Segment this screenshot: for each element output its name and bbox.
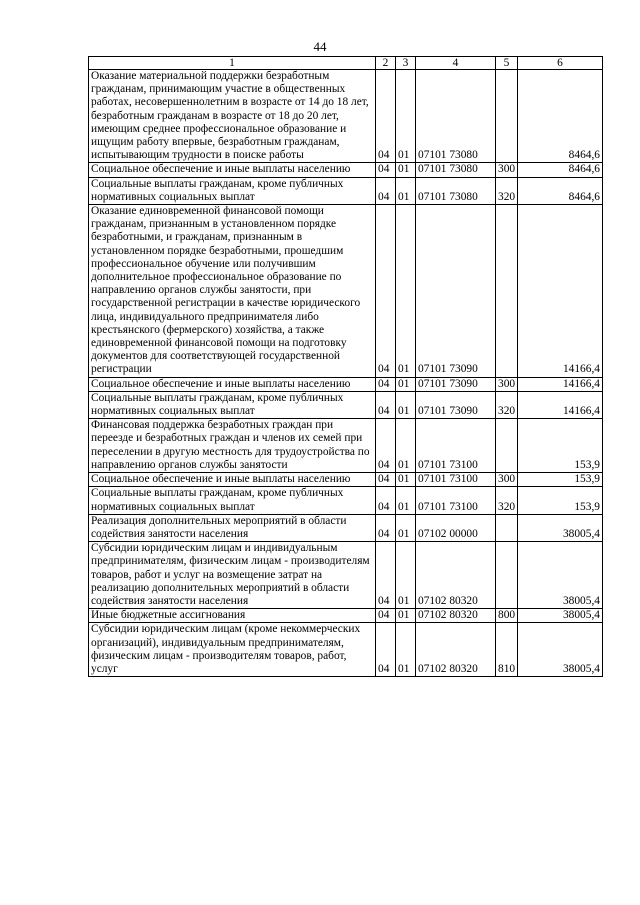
header-row	[89, 57, 603, 70]
budget-table	[88, 56, 603, 677]
subsection-cell: 01	[396, 419, 416, 473]
target-article-cell: 07101 73090	[416, 377, 496, 391]
description-cell: Социальные выплаты гражданам, кроме публичных нормативных социальных выплат	[89, 177, 376, 204]
amount-cell: 153,9	[518, 473, 603, 487]
target-article-cell: 07101 73090	[416, 391, 496, 418]
subsection-cell: 01	[396, 205, 416, 378]
expense-type-cell: 800	[496, 609, 518, 623]
description-cell: Финансовая поддержка безработных граждан при переезде и безработных граждан и членов их семей при переселении в другую местность для трудоустройства по направлению органов службы занятости	[89, 419, 376, 473]
expense-type-cell: 320	[496, 391, 518, 418]
expense-type-cell: 320	[496, 487, 518, 514]
amount-cell: 14166,4	[518, 377, 603, 391]
column-header-3: 3	[396, 57, 416, 70]
subsection-cell: 01	[396, 623, 416, 677]
section-cell: 04	[376, 377, 396, 391]
table-row	[89, 514, 603, 541]
amount-cell: 14166,4	[518, 391, 603, 418]
amount-cell: 8464,6	[518, 163, 603, 177]
column-header-6: 6	[518, 57, 603, 70]
description-cell: Иные бюджетные ассигнования	[89, 609, 376, 623]
subsection-cell: 01	[396, 514, 416, 541]
expense-type-cell: 810	[496, 623, 518, 677]
column-header-1: 1	[89, 57, 376, 70]
target-article-cell: 07101 73080	[416, 163, 496, 177]
expense-type-cell: 300	[496, 473, 518, 487]
subsection-cell: 01	[396, 473, 416, 487]
expense-type-cell: 320	[496, 177, 518, 204]
subsection-cell: 01	[396, 70, 416, 163]
table-row	[89, 473, 603, 487]
target-article-cell: 07102 00000	[416, 514, 496, 541]
expense-type-cell: 300	[496, 163, 518, 177]
table-row	[89, 205, 603, 378]
description-cell: Социальные выплаты гражданам, кроме публичных нормативных социальных выплат	[89, 391, 376, 418]
expense-type-cell: 300	[496, 377, 518, 391]
amount-cell: 38005,4	[518, 623, 603, 677]
table-row	[89, 163, 603, 177]
subsection-cell: 01	[396, 177, 416, 204]
target-article-cell: 07101 73100	[416, 419, 496, 473]
expense-type-cell	[496, 419, 518, 473]
description-cell: Социальное обеспечение и иные выплаты населению	[89, 377, 376, 391]
description-cell: Социальные выплаты гражданам, кроме публичных нормативных социальных выплат	[89, 487, 376, 514]
target-article-cell: 07101 73100	[416, 487, 496, 514]
section-cell: 04	[376, 163, 396, 177]
column-header-4: 4	[416, 57, 496, 70]
target-article-cell: 07101 73100	[416, 473, 496, 487]
amount-cell: 38005,4	[518, 514, 603, 541]
description-cell: Субсидии юридическим лицам (кроме некоммерческих организаций), индивидуальным предпринимателям, физическим лицам - производителям товаров, работ, услуг	[89, 623, 376, 677]
target-article-cell: 07102 80320	[416, 542, 496, 609]
subsection-cell: 01	[396, 609, 416, 623]
expense-type-cell	[496, 70, 518, 163]
expense-type-cell	[496, 514, 518, 541]
section-cell: 04	[376, 70, 396, 163]
section-cell: 04	[376, 542, 396, 609]
section-cell: 04	[376, 177, 396, 204]
target-article-cell: 07102 80320	[416, 623, 496, 677]
table-row	[89, 419, 603, 473]
expense-type-cell	[496, 542, 518, 609]
target-article-cell: 07101 73080	[416, 177, 496, 204]
subsection-cell: 01	[396, 542, 416, 609]
table-row	[89, 391, 603, 418]
section-cell: 04	[376, 609, 396, 623]
amount-cell: 14166,4	[518, 205, 603, 378]
section-cell: 04	[376, 514, 396, 541]
section-cell: 04	[376, 623, 396, 677]
page-number: 44	[313, 39, 327, 54]
subsection-cell: 01	[396, 163, 416, 177]
table-row	[89, 70, 603, 163]
expense-type-cell	[496, 205, 518, 378]
target-article-cell: 07102 80320	[416, 609, 496, 623]
target-article-cell: 07101 73090	[416, 205, 496, 378]
column-header-2: 2	[376, 57, 396, 70]
description-cell: Социальное обеспечение и иные выплаты населению	[89, 473, 376, 487]
column-header-5: 5	[496, 57, 518, 70]
subsection-cell: 01	[396, 391, 416, 418]
table-row	[89, 487, 603, 514]
description-cell: Оказание единовременной финансовой помощи гражданам, признанным в установленном порядке безработными, и гражданам, признанным в установленном порядке безработными, прошедшим профессиональное обучение или получившим дополнительное профессиональное образование по направлению органов службы занятости, при государственной регистрации в качестве юридического лица, индивидуального предпринимателя либо крестьянского (фермерского) хозяйства, а также единовременной финансовой помощи на подготовку документов для соответствующей государственной регистрации	[89, 205, 376, 378]
amount-cell: 38005,4	[518, 609, 603, 623]
amount-cell: 153,9	[518, 487, 603, 514]
subsection-cell: 01	[396, 377, 416, 391]
description-cell: Оказание материальной поддержки безработным гражданам, принимающим участие в общественных работах, несовершеннолетним в возрасте от 14 до 18 лет, безработным гражданам в возрасте от 18 до 20 лет, имеющим среднее профессиональное образование и ищущим работу впервые, безработным гражданам, испытывающим трудности в поиске работы	[89, 70, 376, 163]
description-cell: Реализация дополнительных мероприятий в области содействия занятости населения	[89, 514, 376, 541]
description-cell: Субсидии юридическим лицам и индивидуальным предпринимателям, физическим лицам - производителям товаров, работ и услуг на возмещение затрат на реализацию дополнительных мероприятий в области содействия занятости населения	[89, 542, 376, 609]
amount-cell: 153,9	[518, 419, 603, 473]
section-cell: 04	[376, 391, 396, 418]
amount-cell: 8464,6	[518, 177, 603, 204]
target-article-cell: 07101 73080	[416, 70, 496, 163]
table-row	[89, 623, 603, 677]
subsection-cell: 01	[396, 487, 416, 514]
description-cell: Социальное обеспечение и иные выплаты населению	[89, 163, 376, 177]
amount-cell: 8464,6	[518, 70, 603, 163]
section-cell: 04	[376, 205, 396, 378]
table-row	[89, 377, 603, 391]
amount-cell: 38005,4	[518, 542, 603, 609]
table-row	[89, 177, 603, 204]
table-row	[89, 609, 603, 623]
section-cell: 04	[376, 473, 396, 487]
section-cell: 04	[376, 487, 396, 514]
section-cell: 04	[376, 419, 396, 473]
table-row	[89, 542, 603, 609]
